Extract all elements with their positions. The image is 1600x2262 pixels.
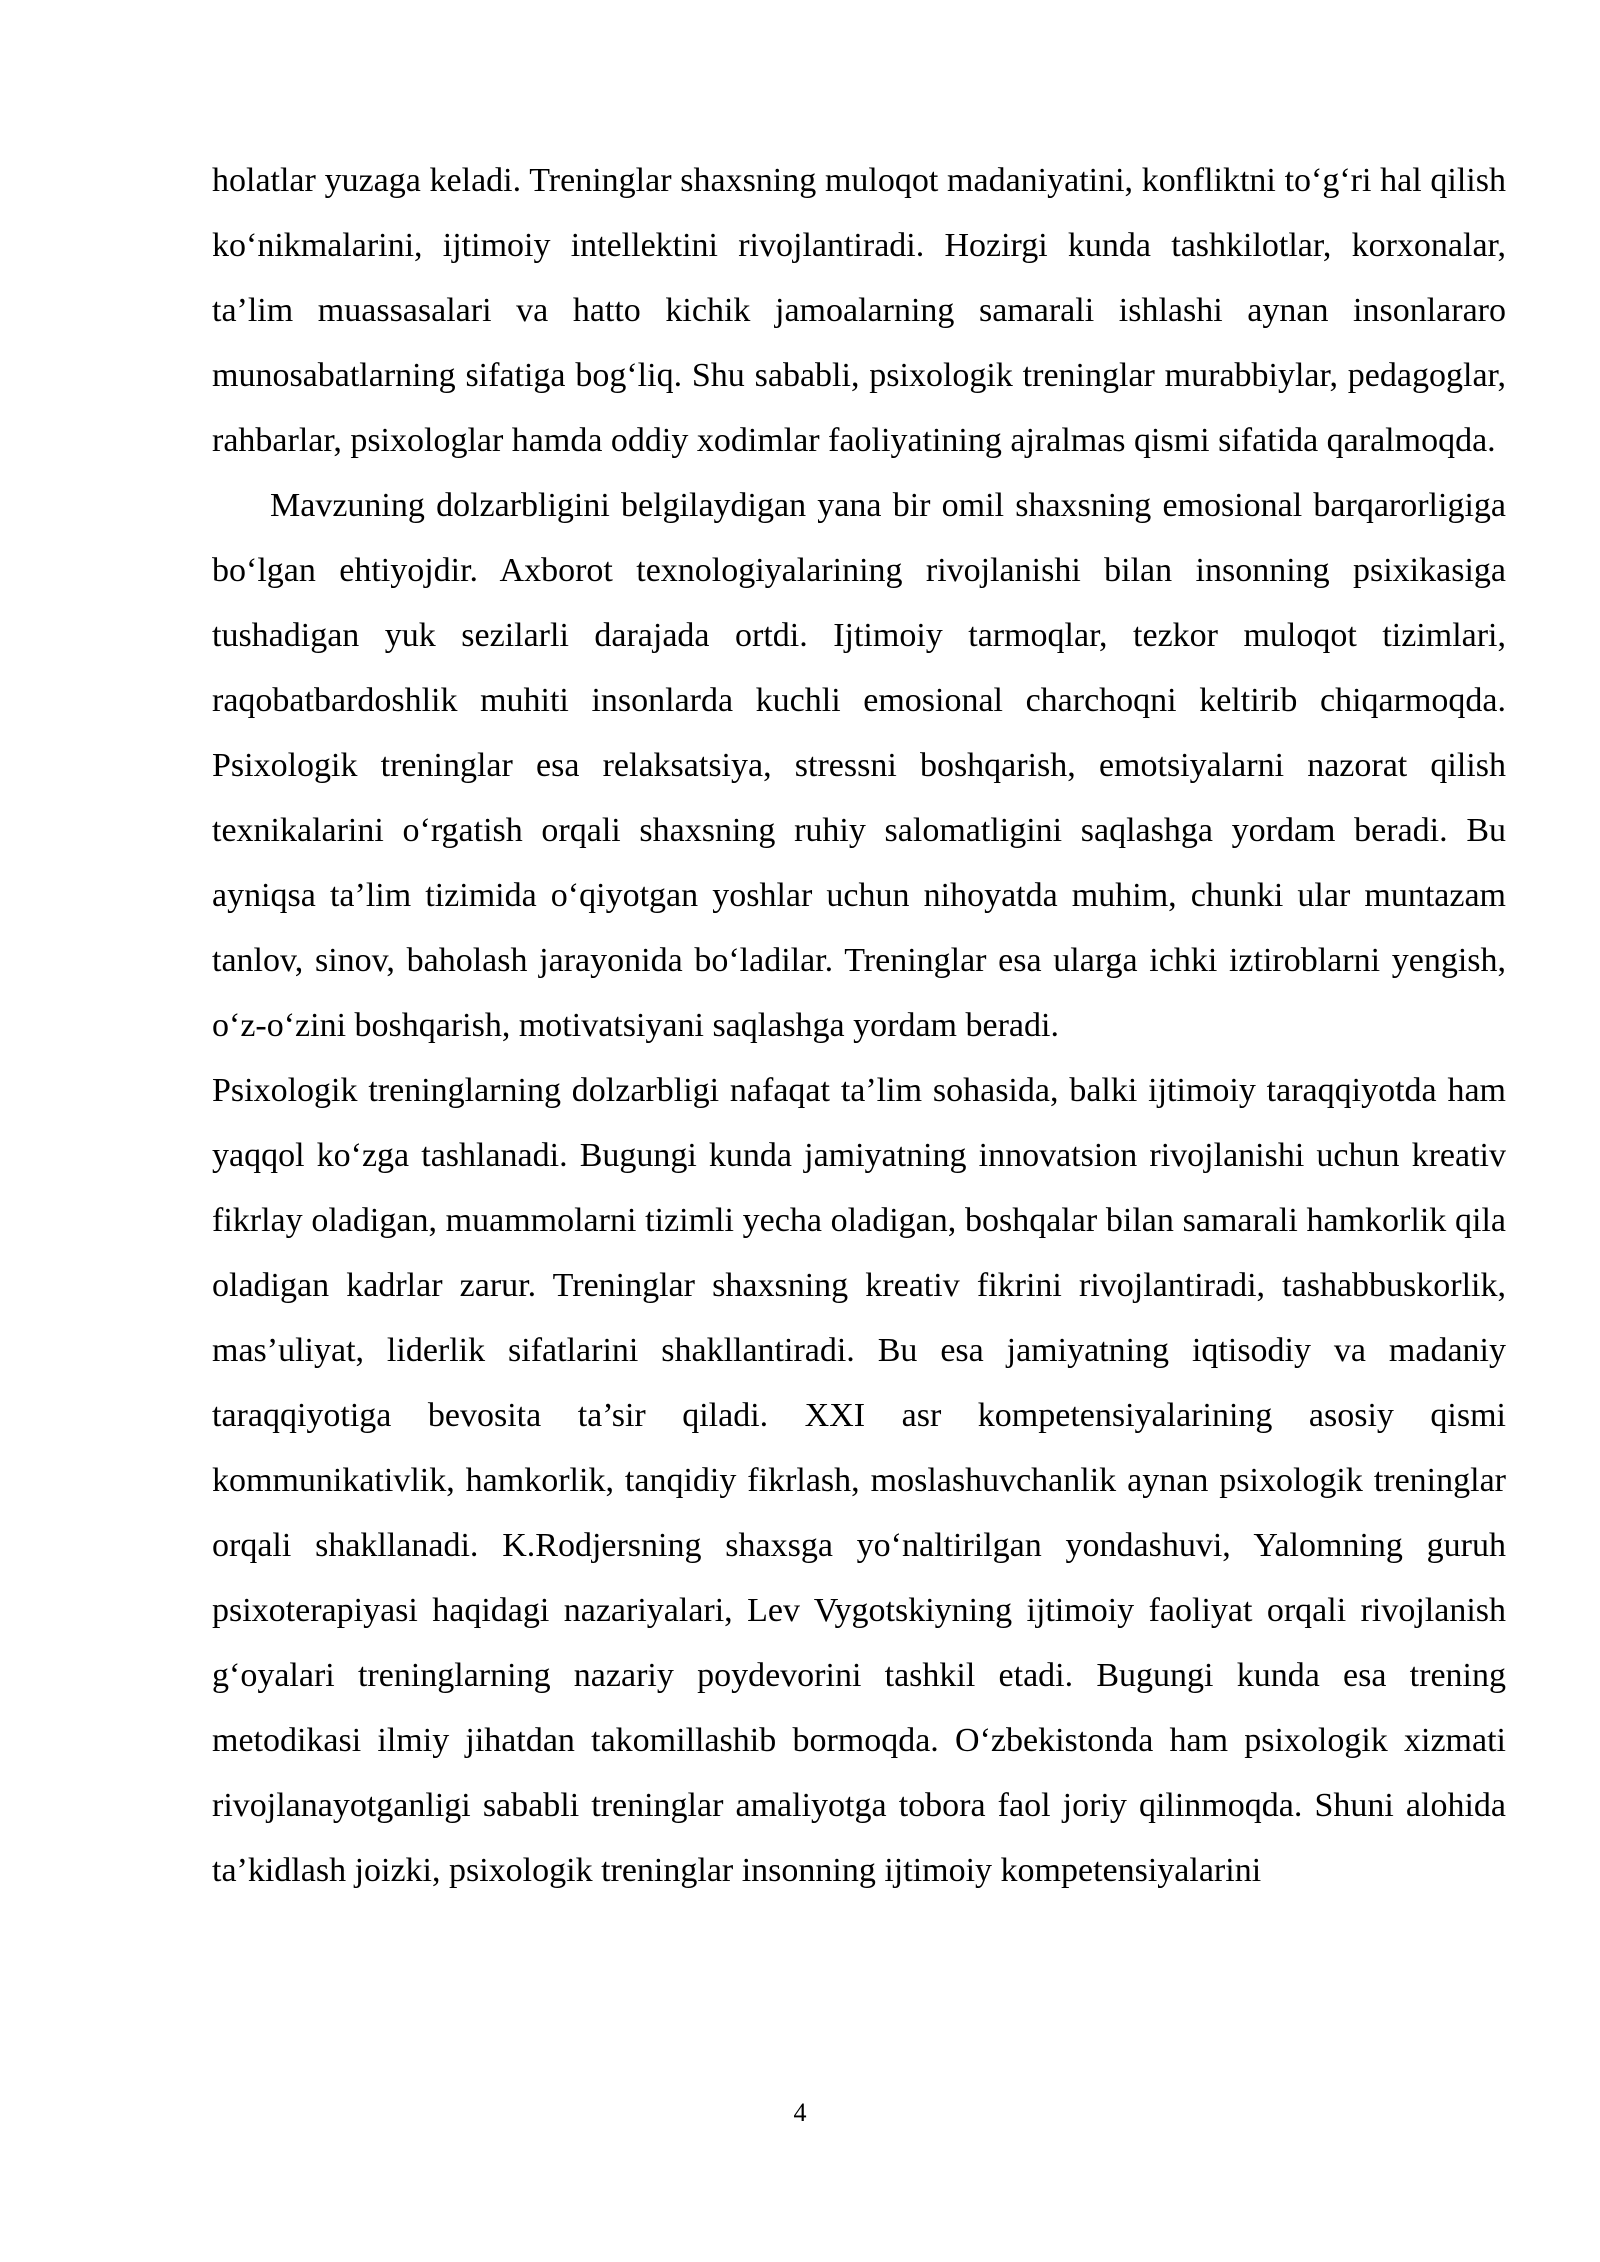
paragraph-3: Psixologik treninglarning dolzarbligi nafaqat ta’lim sohasida, balki ijtimoiy taraqqiyotda ham yaqqol ko‘zga tashlanadi. Bugungi kunda jamiyatning innovatsion rivojlanishi uchun kreativ fikrlay oladigan, muammolarni tizimli yecha oladigan, boshqalar bilan samarali hamkorlik qila oladigan kadrlar zarur. Treninglar shaxsning kreativ fikrini rivojlantiradi, tashabbuskorlik, mas’uliyat, liderlik sifatlarini shakllantiradi. Bu esa jamiyatning iqtisodiy va madaniy taraqqiyotiga bevosita ta’sir qiladi. XXI asr kompetensiyalarining asosiy qismi kommunikativlik, hamkorlik, tanqidiy fikrlash, moslashuvchanlik aynan psixologik treninglar orqali shakllanadi. K.Rodjersning shaxsga yo‘naltirilgan yondashuvi, Yalomning guruh psixoterapiyasi haqidagi nazariyalari, Lev Vygotskiyning ijtimoiy faoliyat orqali rivojlanish g‘oyalari treninglarning nazariy poydevorini tashkil etadi. Bugungi kunda esa trening metodikasi ilmiy jihatdan takomillashib bormoqda. O‘zbekistonda ham psixologik xizmati rivojlanayotganligi sababli treninglar amaliyotga tobora faol joriy qilinmoqda. Shuni alohida ta’kidlash joizki, psixologik treninglar insonning ijtimoiy kompetensiyalarini	[212, 1072, 1506, 1889]
paragraph-2: Mavzuning dolzarbligini belgilaydigan yana bir omil shaxsning emosional barqarorligiga bo‘lgan ehtiyojdir. Axborot texnologiyalarining rivojlanishi bilan insonning psixikasiga tushadigan yuk sezilarli darajada ortdi. Ijtimoiy tarmoqlar, tezkor muloqot tizimlari, raqobatbardoshlik muhiti insonlarda kuchli emosional charchoqni keltirib chiqarmoqda. Psixologik treninglar esa relaksatsiya, stressni boshqarish, emotsiyalarni nazorat qilish texnikalarini o‘rgatish orqali shaxsning ruhiy salomatligini saqlashga yordam beradi. Bu ayniqsa ta’lim tizimida o‘qiyotgan yoshlar uchun nihoyatda muhim, chunki ular muntazam tanlov, sinov, baholash jarayonida bo‘ladilar. Treninglar esa ularga ichki iztiroblarni yengish, o‘z-o‘zini boshqarish, motivatsiyani saqlashga yordam beradi.	[212, 487, 1506, 1044]
page-number: 4	[793, 2098, 807, 2127]
body-text	[212, 148, 1506, 1903]
paragraph-1: holatlar yuzaga keladi. Treninglar shaxsning muloqot madaniyatini, konfliktni to‘g‘ri hal qilish ko‘nikmalarini, ijtimoiy intellektini rivojlantiradi. Hozirgi kunda tashkilotlar, korxonalar, ta’lim muassasalari va hatto kichik jamoalarning samarali ishlashi aynan insonlararo munosabatlarning sifatiga bog‘liq. Shu sababli, psixologik treninglar murabbiylar, pedagoglar, rahbarlar, psixologlar hamda oddiy xodimlar faoliyatining ajralmas qismi sifatida qaralmoqda.	[212, 162, 1506, 459]
